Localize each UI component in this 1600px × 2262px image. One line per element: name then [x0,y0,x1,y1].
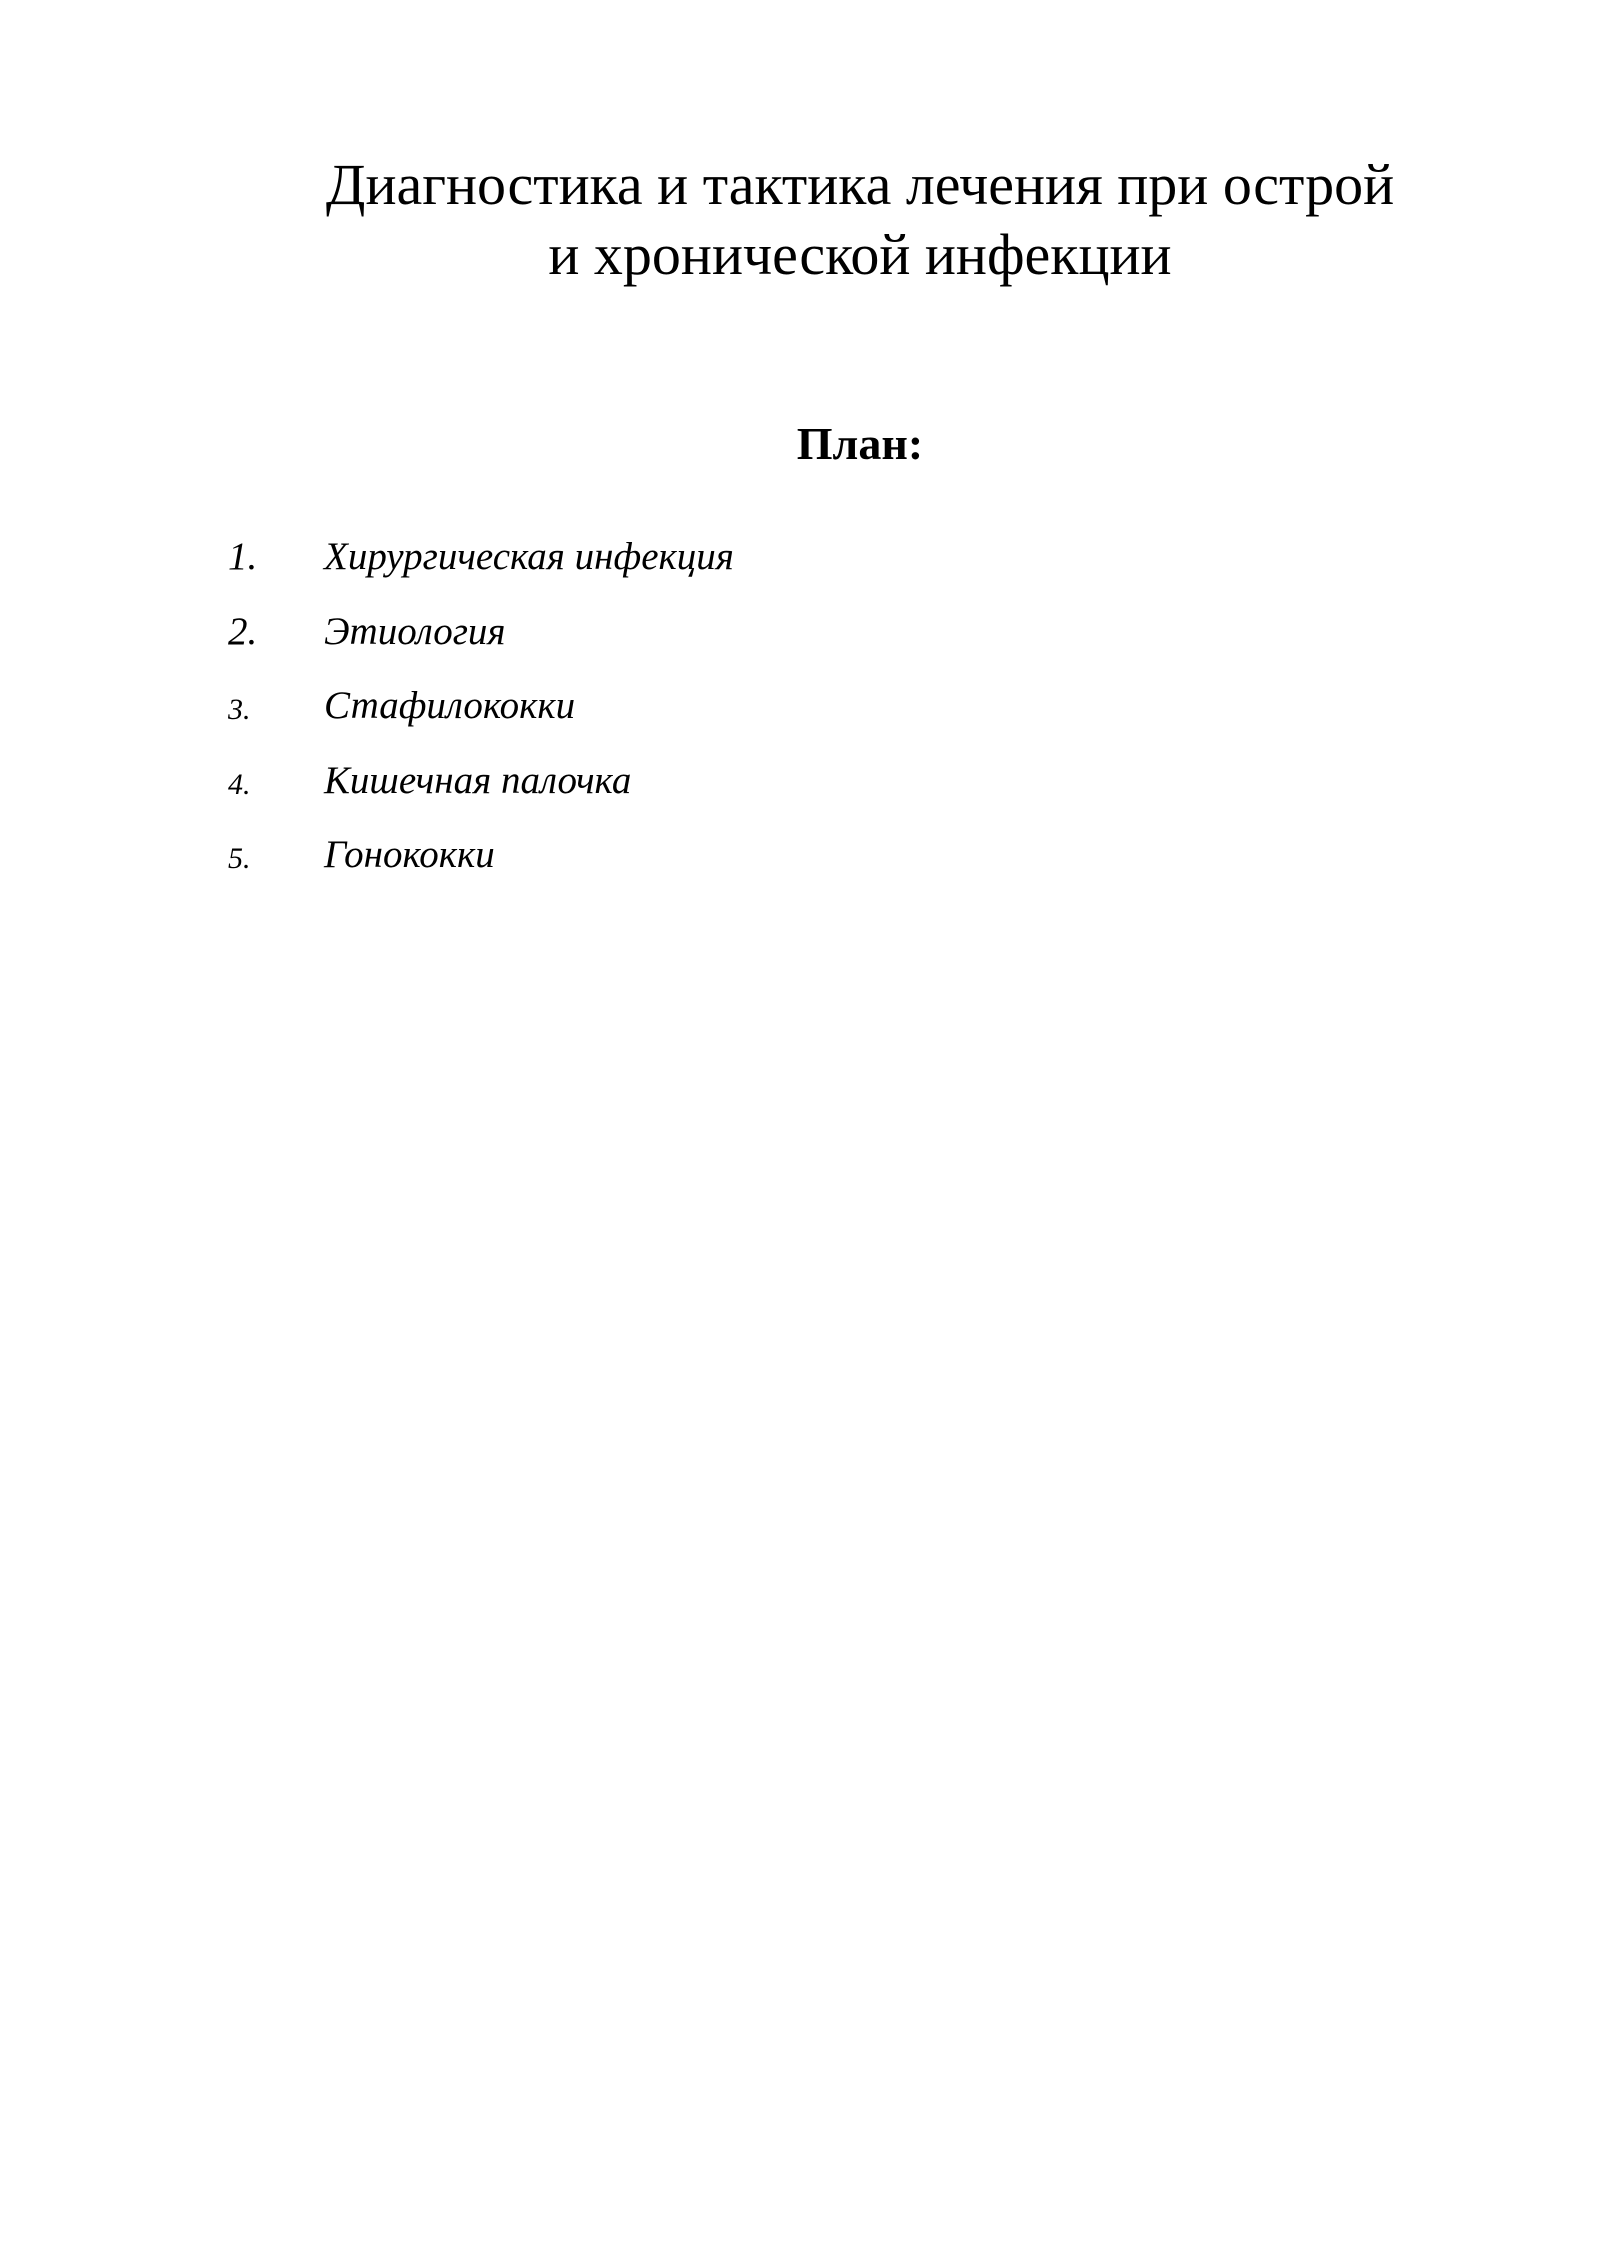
plan-item-text: Кишечная палочка [324,758,632,802]
plan-item-text: Хирургическая инфекция [324,535,734,578]
plan-item-text: Гонококки [324,833,495,876]
title-line-2: и хронической инфекции [548,222,1172,287]
plan-item-number: 5. [228,842,251,875]
plan-item-number: 2. [228,609,258,653]
plan-item-number: 4. [228,767,251,801]
plan-item-text: Стафилококки [324,684,576,727]
plan-item-number: 3. [228,693,251,726]
title-line-1: Диагностика и тактика лечения при острой [325,152,1395,217]
page-title [200,150,1520,290]
plan-item-text: Этиология [324,609,506,653]
plan-item-number: 1. [228,535,258,578]
plan-heading: План: [796,418,924,469]
